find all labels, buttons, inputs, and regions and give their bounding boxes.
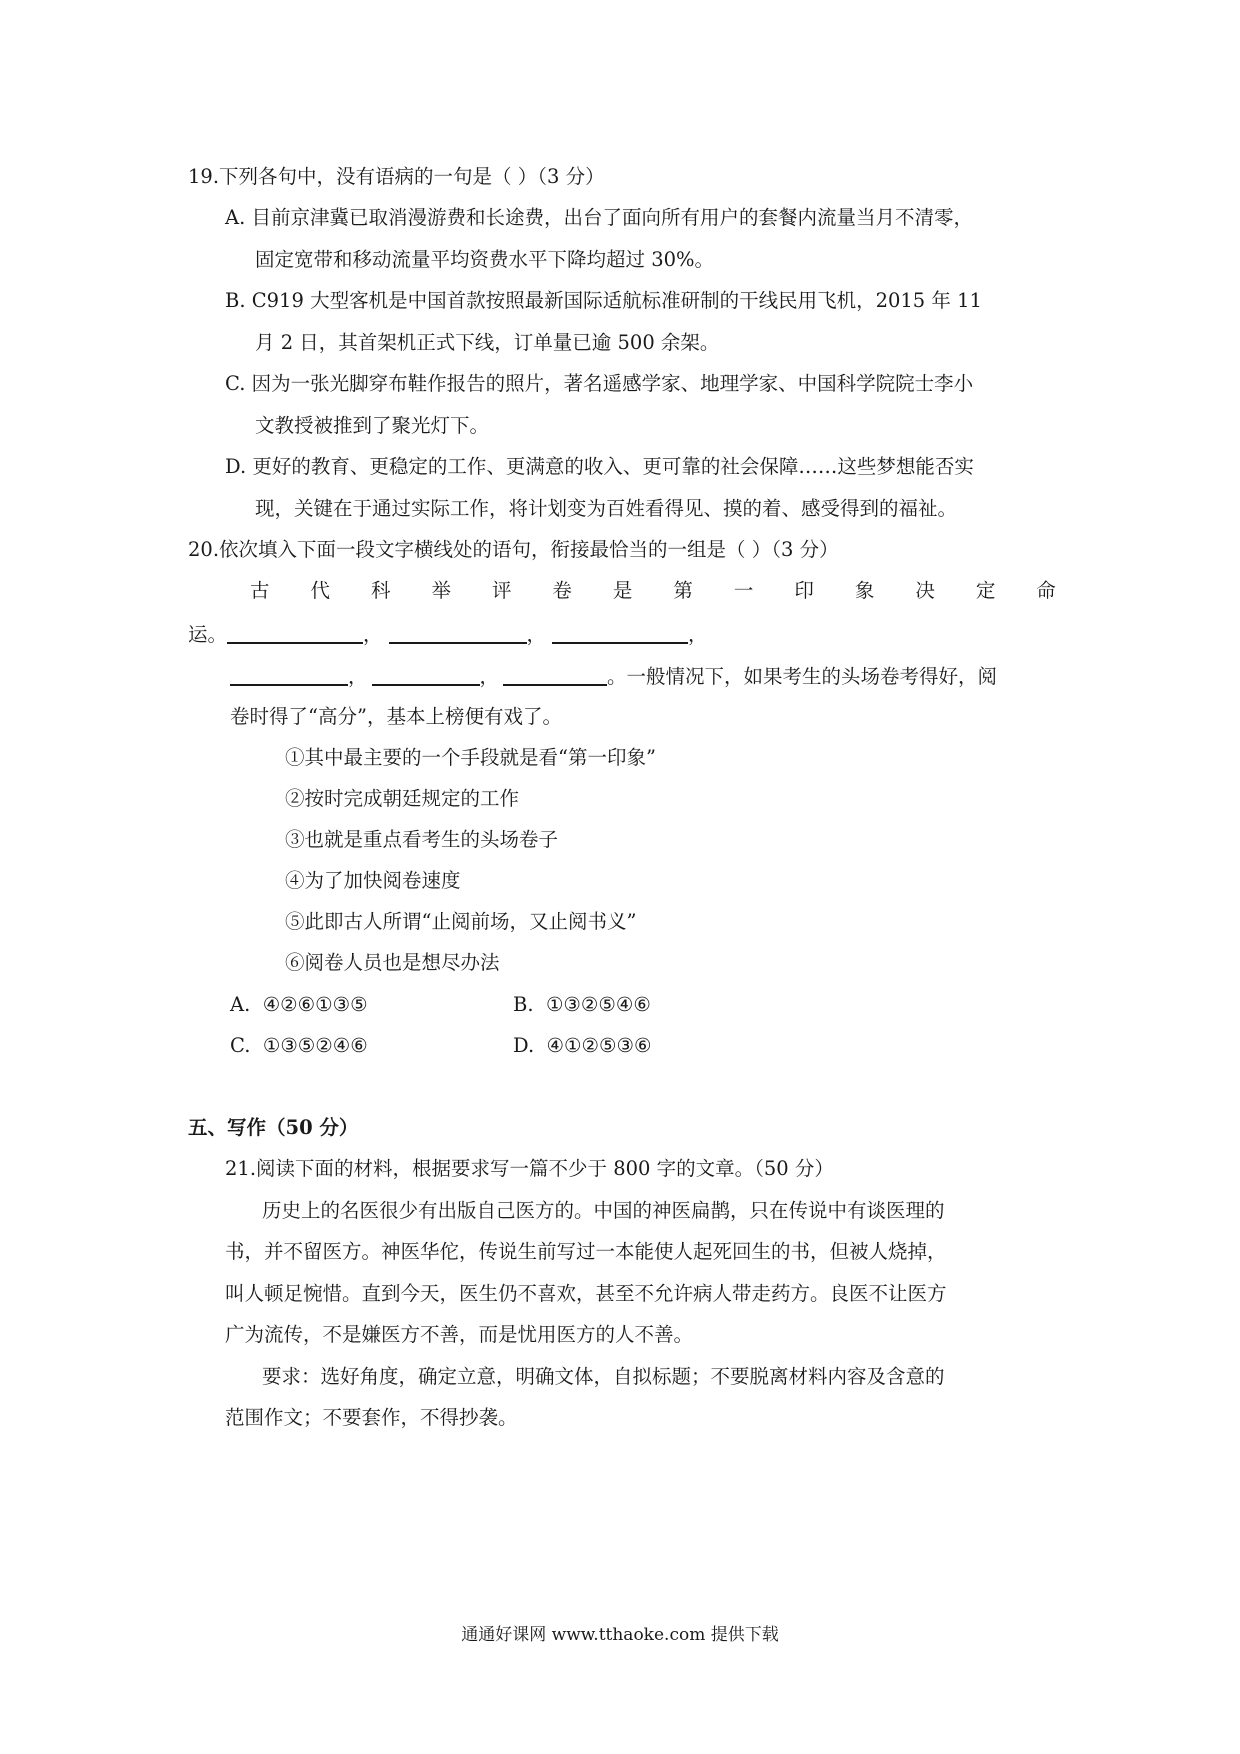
passage-text: 运。 xyxy=(188,623,228,646)
passage-char: 科 xyxy=(370,579,391,602)
choice-letter: A. xyxy=(230,993,251,1016)
q20-passage-line2 xyxy=(188,624,708,645)
q21-material-line3: 叫人顿足惋惜。直到今天，医生仍不喜欢，甚至不允许病人带走药方。良医不让医方 xyxy=(225,1282,947,1305)
q19-option-b-line1: B. C919 大型客机是中国首款按照最新国际适航标准研制的干线民用飞机，2015 年 11 xyxy=(225,289,982,312)
choice-letter: C. xyxy=(230,1034,251,1057)
q19-option-a-line2: 固定宽带和移动流量平均资费水平下降均超过 30%。 xyxy=(255,248,715,271)
choice-letter: B. xyxy=(513,993,534,1016)
comma: ， xyxy=(526,623,547,646)
comma: ， xyxy=(363,623,383,646)
q20-sentence-6: ⑥阅卷人员也是想尽办法 xyxy=(285,951,500,974)
passage-char: 古 xyxy=(250,579,270,602)
q19-option-a-line1: A. 目前京津冀已取消漫游费和长途费，出台了面向所有用户的套餐内流量当月不清零， xyxy=(225,206,973,229)
q21-requirement-line1: 要求：选好角度，确定立意，明确文体，自拟标题；不要脱离材料内容及含意的 xyxy=(262,1365,945,1388)
choice-sequence: ①③②⑤④⑥ xyxy=(545,993,651,1016)
passage-char: 代 xyxy=(310,579,330,602)
answer-blank[interactable] xyxy=(227,624,363,644)
q20-choice-c[interactable] xyxy=(230,1036,368,1056)
q20-stem: 20.依次填入下面一段文字横线处的语句，衔接最恰当的一组是（ ）（3 分） xyxy=(188,538,839,561)
q19-option-d-line2: 现，关键在于通过实际工作，将计划变为百姓看得见、摸的着、感受得到的福祉。 xyxy=(255,497,958,520)
q21-stem: 21.阅读下面的材料，根据要求写一篇不少于 800 字的文章。（50 分） xyxy=(225,1157,834,1180)
q20-passage-line4: 卷时得了“高分”，基本上榜便有戏了。 xyxy=(230,705,562,728)
section-heading: 五、写作（50 分） xyxy=(188,1116,359,1139)
q20-sentence-4: ④为了加快阅卷速度 xyxy=(285,869,461,892)
q19-option-c-line1: C. 因为一张光脚穿布鞋作报告的照片，著名遥感学家、地理学家、中国科学院院士李小 xyxy=(225,372,974,395)
q20-choice-a[interactable] xyxy=(230,995,368,1015)
choice-sequence: ④②⑥①③⑤ xyxy=(262,993,368,1016)
passage-char: 第 xyxy=(673,579,693,602)
q19-stem: 19.下列各句中，没有语病的一句是（ ）（3 分） xyxy=(188,165,605,188)
q19-option-d-line1: D. 更好的教育、更稳定的工作、更满意的收入、更可靠的社会保障……这些梦想能否实 xyxy=(225,455,974,478)
q21-material-line1: 历史上的名医很少有出版自己医方的。中国的神医扁鹊，只在传说中有谈医理的 xyxy=(262,1199,945,1222)
answer-blank[interactable] xyxy=(372,666,480,686)
passage-char: 是 xyxy=(612,579,633,602)
passage-char: 卷 xyxy=(552,579,572,602)
q20-choice-b[interactable] xyxy=(513,995,651,1015)
passage-char: 评 xyxy=(491,579,512,602)
q21-material-line4: 广为流传，不是嫌医方不善，而是忧用医方的人不善。 xyxy=(225,1323,694,1346)
choice-sequence: ①③⑤②④⑥ xyxy=(262,1034,368,1057)
answer-blank[interactable] xyxy=(230,666,348,686)
page-footer: 通通好课网 www.tthaoke.com 提供下载 xyxy=(461,1625,779,1645)
passage-char: 定 xyxy=(975,579,996,602)
q21-material-line2: 书，并不留医方。神医华佗，传说生前写过一本能使人起死回生的书，但被人烧掉， xyxy=(225,1240,947,1263)
q20-sentence-2: ②按时完成朝廷规定的工作 xyxy=(285,787,520,810)
choice-letter: D. xyxy=(513,1034,535,1057)
passage-char: 印 xyxy=(794,579,814,602)
passage-char: 命 xyxy=(1036,579,1056,602)
q21-requirement-line2: 范围作文；不要套作，不得抄袭。 xyxy=(225,1406,518,1429)
passage-char: 决 xyxy=(915,579,935,602)
q20-choice-d[interactable] xyxy=(513,1036,651,1056)
q19-option-c-line2: 文教授被推到了聚光灯下。 xyxy=(255,414,490,437)
passage-char: 一 xyxy=(733,579,754,602)
comma: ， xyxy=(688,623,708,646)
answer-blank[interactable] xyxy=(389,624,527,644)
q20-sentence-3: ③也就是重点看考生的头场卷子 xyxy=(285,828,559,851)
choice-sequence: ④①②⑤③⑥ xyxy=(546,1034,652,1057)
q20-sentence-5: ⑤此即古人所谓“止阅前场，又止阅书义” xyxy=(285,910,637,933)
passage-text: 。一般情况下，如果考生的头场卷考得好，阅 xyxy=(607,665,998,688)
comma: ， xyxy=(348,665,368,688)
passage-char: 象 xyxy=(854,579,875,602)
passage-char: 举 xyxy=(431,579,451,602)
q20-passage-line1 xyxy=(250,581,1056,601)
q20-sentence-1: ①其中最主要的一个手段就是看“第一印象” xyxy=(285,746,656,769)
answer-blank[interactable] xyxy=(503,666,607,686)
q19-option-b-line2: 月 2 日，其首架机正式下线，订单量已逾 500 余架。 xyxy=(255,331,720,354)
q20-passage-line3 xyxy=(230,666,997,687)
answer-blank[interactable] xyxy=(552,624,688,644)
comma: ， xyxy=(479,665,500,688)
